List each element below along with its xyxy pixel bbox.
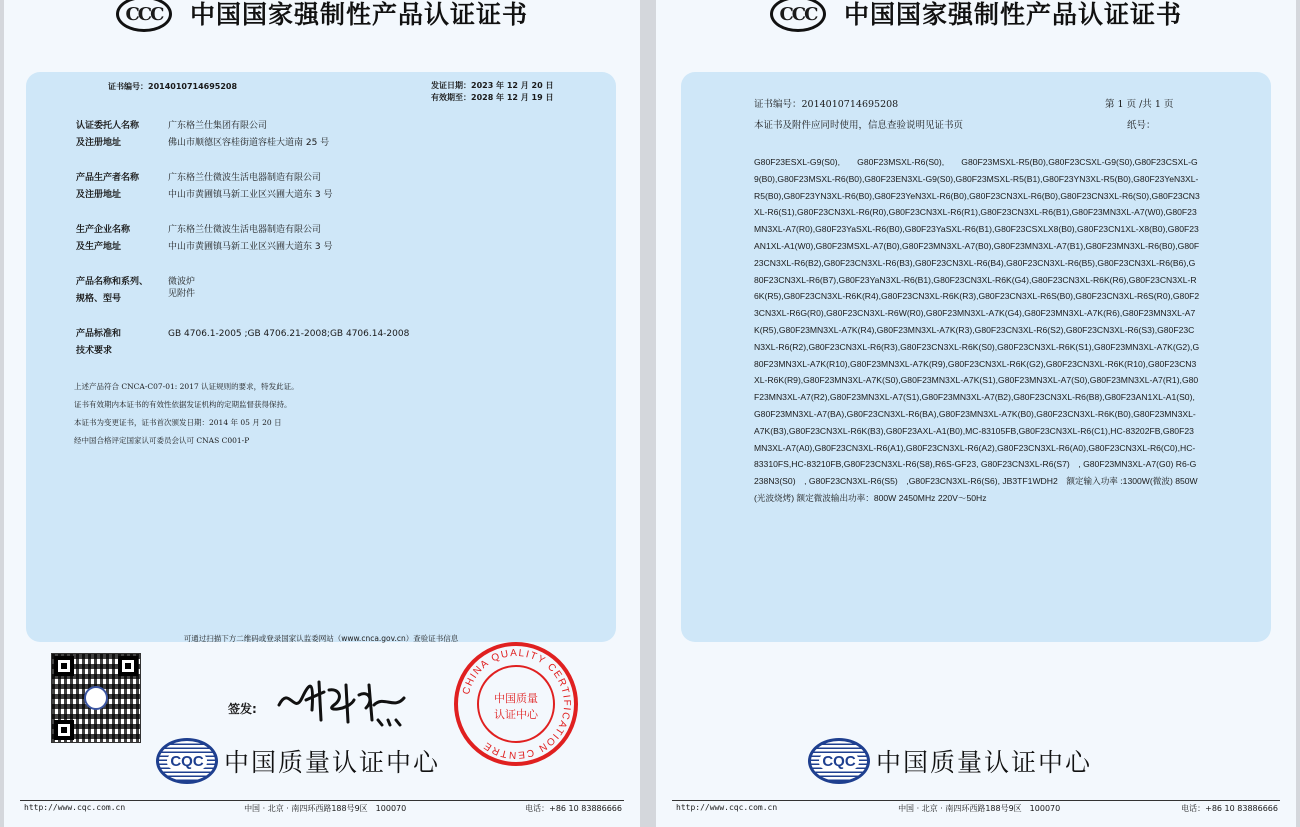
svg-text:认证中心: 认证中心 <box>494 708 538 721</box>
field-value: 微波炉 <box>168 277 196 287</box>
field-label: 及生产地址 <box>76 242 122 252</box>
field-product <box>76 274 588 308</box>
certificate-title: 中国国家强制性产品认证证书 <box>189 0 528 29</box>
note-line: 本证书为变更证书，证书首次颁发日期：2014 年 05 月 20 日 <box>74 418 282 427</box>
ccc-logo-icon: CCC <box>770 0 826 32</box>
footer-phone: 电话：+86 10 83886666 <box>1181 804 1278 813</box>
page-number: 第 1 页 /共 1 页 <box>1105 99 1174 110</box>
field-applicant <box>76 118 588 152</box>
page-footer <box>676 803 1278 814</box>
field-label: 及注册地址 <box>76 190 122 200</box>
field-value: 广东格兰仕微波生活电器制造有限公司 <box>168 225 322 235</box>
signature-icon <box>274 670 414 730</box>
field-value: 广东格兰仕集团有限公司 <box>168 121 268 131</box>
sign-label: 签发: <box>228 702 257 716</box>
qr-code-icon[interactable] <box>52 654 140 742</box>
certificate-page-right <box>656 0 1296 827</box>
model-list: G80F23ESXL-G9(S0), G80F23MSXL-R6(S0), G80F23MSXL-R5(B0),G80F23CSXL-G9(S0),G80F23CSXL-G9(B0),G80F23MSXL-R6(B0),G80F23EN3XL-G9(S0),G80F23MSXL-R5(B1),G80F23YN3XL-R5(B0),G80F23YeN3XL-R5(B0),G80F23YN3XL-R6(B0),G80F23YeN3XL-R6(B0),G80F23CN3XL-R6(B0),G80F23CN3XL-R6(S0),G80F23CN3XL-R6(S1),G80F23CN3XL-R6(R0),G80F23CN3XL-R6(R1),G80F23CN3XL-R6(B1),G80F23MN3XL-A7(W0),G80F23MN3XL-A7(R0),G80F23YaSXL-R6(B0),G80F23YaSXL-R6(B1),G80F23CSXLX8(B0),G80F23CN1XL-X8(B0),G80F23AN1XL-A1(W0),G80F23MSXL-A7(B0),G80F23MN3XL-A7(B0),G80F23MN3XL-A7(B1),G80F23MN3XL-R6(B0),G80F23CN3XL-R6(B2),G80F23CN3XL-R6(B3),G80F23CN3XL-R6(B4),G80F23CN3XL-R6(B5),G80F23CN3XL-R6(B6),G80F23CN3XL-R6(B7),G80F23YaN3XL-R6(B1),G80F23CN3XL-R6K(G4),G80F23CN3XL-R6K(R6),G80F23CN3XL-R6K(R5),G80F23CN3XL-R6K(R4),G80F23CN3XL-R6K(R3),G80F23CN3XL-R6S(B0),G80F23CN3XL-R6S(R0),G80F23CN3XL-R6G(R0),G80F23CN3XL-R6W(R0),G80F23MN3XL-A7K(G4),G80F23MN3XL-A7K(R6),G80F23MN3XL-A7K(R5),G80F23MN3XL-A7K(R4),G80F23MN3XL-A7K(R3),G80F23CN3XL-R6(S2),G80F23CN3XL-R6(S3),G80F23CN3XL-R6(R2),G80F23CN3XL-R6(R3),G80F23CN3XL-R6K(S0),G80F23CN3XL-R6K(S1),G80F23MN3XL-A7K(G2),G80F23MN3XL-A7K(R10),G80F23MN3XL-A7K(R9),G80F23CN3XL-R6K(G2),G80F23CN3XL-R6K(R10),G80F23CN3XL-R6K(R9),G80F23MN3XL-A7K(S0),G80F23MN3XL-A7K(S1),G80F23MN3XL-A7(S0),G80F23MN3XL-A7(R1),G80F23MN3XL-A7(R2),G80F23MN3XL-A7(S1),G80F23MN3XL-A7(B2),G80F23CN3XL-R6(B8),G80F23AN1XL-A1(S0),G80F23MN3XL-A7(BA),G80F23CN3XL-R6(BA),G80F23MN3XL-A7K(B0),G80F23CN3XL-R6K(B0),G80F23MN3XL-A7K(B3),G80F23CN3XL-R6K(B3),G80F23AXL-A1(B0),MC-83105FB,G80F23CN3XL-R6(C1),HC-83202FB,G80F23MN3XL-A7(A0),G80F23CN3XL-R6(A1),G80F23CN3XL-R6(A2),G80F23CN3XL-R6(A0),G80F23CN3XL-R6(C0),HC-83310FS,HC-83210FB,G80F23CN3XL-R6(S8),R6S-GF23, G80F23CN3XL-R6(S7) , G80F23MN3XL-A7(G0) R6-G238N3(S0) , G80F23CN3XL-R6(S5) ,G80F23CN3XL-R6(S6), JB3TF1WDH2 额定输入功率 :1300W(微波) 850W(光波烧烤) 额定微波输出功率：800W 2450MHz 220V～50Hz <box>754 157 1200 503</box>
certificate-header <box>4 0 640 38</box>
certificate-number: 证书编号：2014010714695208 <box>108 82 238 91</box>
certificate-dates <box>431 80 553 104</box>
field-value: 中山市黄圃镇马新工业区兴圃大道东 3 号 <box>168 242 333 252</box>
field-value: 见附件 <box>168 289 196 299</box>
note-line: 证书有效期内本证书的有效性依据发证机构的定期监督获得保持。 <box>74 400 292 409</box>
certificate-page-left <box>4 0 640 827</box>
field-value: GB 4706.1-2005 ;GB 4706.21-2008;GB 4706.14-2008 <box>168 329 410 339</box>
official-seal-icon <box>452 640 580 768</box>
footer-divider <box>672 800 1280 801</box>
footer-address: 中国 · 北京 · 南四环西路188号9区 100070 <box>244 804 407 813</box>
field-label: 及注册地址 <box>76 138 122 148</box>
field-label: 认证委托人名称 <box>76 121 140 131</box>
certificate-panel <box>26 72 616 642</box>
annex-panel <box>681 72 1271 642</box>
footer-divider <box>20 800 624 801</box>
svg-text:中国质量: 中国质量 <box>494 692 538 705</box>
footer-url[interactable]: http://www.cqc.com.cn <box>24 803 126 812</box>
cqc-logo-icon: CQC <box>808 738 870 784</box>
cqc-name: 中国质量认证中心 <box>224 748 441 777</box>
footer-phone: 电话：+86 10 83886666 <box>525 804 622 813</box>
certificate-header <box>656 0 1296 38</box>
field-label: 生产企业名称 <box>76 225 131 235</box>
field-standards <box>76 326 588 360</box>
svg-text:CHINA QUALITY CERTIFICATION CE: CHINA QUALITY CERTIFICATION CENTRE <box>460 647 573 761</box>
field-label: 产品标准和 <box>76 329 122 339</box>
cqc-brand <box>156 738 440 784</box>
scan-verification-note: 可通过扫描下方二维码或登录国家认监委网站（www.cnca.gov.cn）查验证书信息 <box>183 634 459 643</box>
footer-address: 中国 · 北京 · 南四环西路188号9区 100070 <box>898 804 1061 813</box>
page-footer <box>24 803 622 814</box>
issue-date: 发证日期：2023 年 12 月 20 日 <box>431 81 554 90</box>
annex-note: 本证书及附件应同时使用，信息查验说明见证书页 <box>754 120 964 131</box>
cqc-logo-icon: CQC <box>156 738 218 784</box>
expiry-date: 有效期至：2028 年 12 月 19 日 <box>431 93 554 102</box>
cqc-name: 中国质量认证中心 <box>876 748 1093 777</box>
note-line: 经中国合格评定国家认可委员会认可 CNAS C001-P <box>74 436 250 445</box>
field-factory <box>76 222 588 256</box>
paper-number: 纸号： <box>1127 120 1156 131</box>
note-line: 上述产品符合 CNCA-C07-01: 2017 认证规则的要求，特发此证。 <box>74 382 299 391</box>
field-label: 技术要求 <box>76 346 113 356</box>
certificate-number: 证书编号：2014010714695208 <box>754 99 899 110</box>
certificate-notes <box>74 378 299 450</box>
certificate-title: 中国国家强制性产品认证证书 <box>843 0 1182 29</box>
footer-url[interactable]: http://www.cqc.com.cn <box>676 803 778 812</box>
field-label: 产品生产者名称 <box>76 173 140 183</box>
cqc-brand <box>808 738 1092 784</box>
field-manufacturer <box>76 170 588 204</box>
field-value: 广东格兰仕微波生活电器制造有限公司 <box>168 173 322 183</box>
field-value: 中山市黄圃镇马新工业区兴圃大道东 3 号 <box>168 190 333 200</box>
field-value: 佛山市顺德区容桂街道容桂大道南 25 号 <box>168 138 330 148</box>
ccc-logo-icon: CCC <box>116 0 172 32</box>
field-label: 产品名称和系列、 <box>76 277 149 287</box>
field-label: 规格、型号 <box>76 294 122 304</box>
